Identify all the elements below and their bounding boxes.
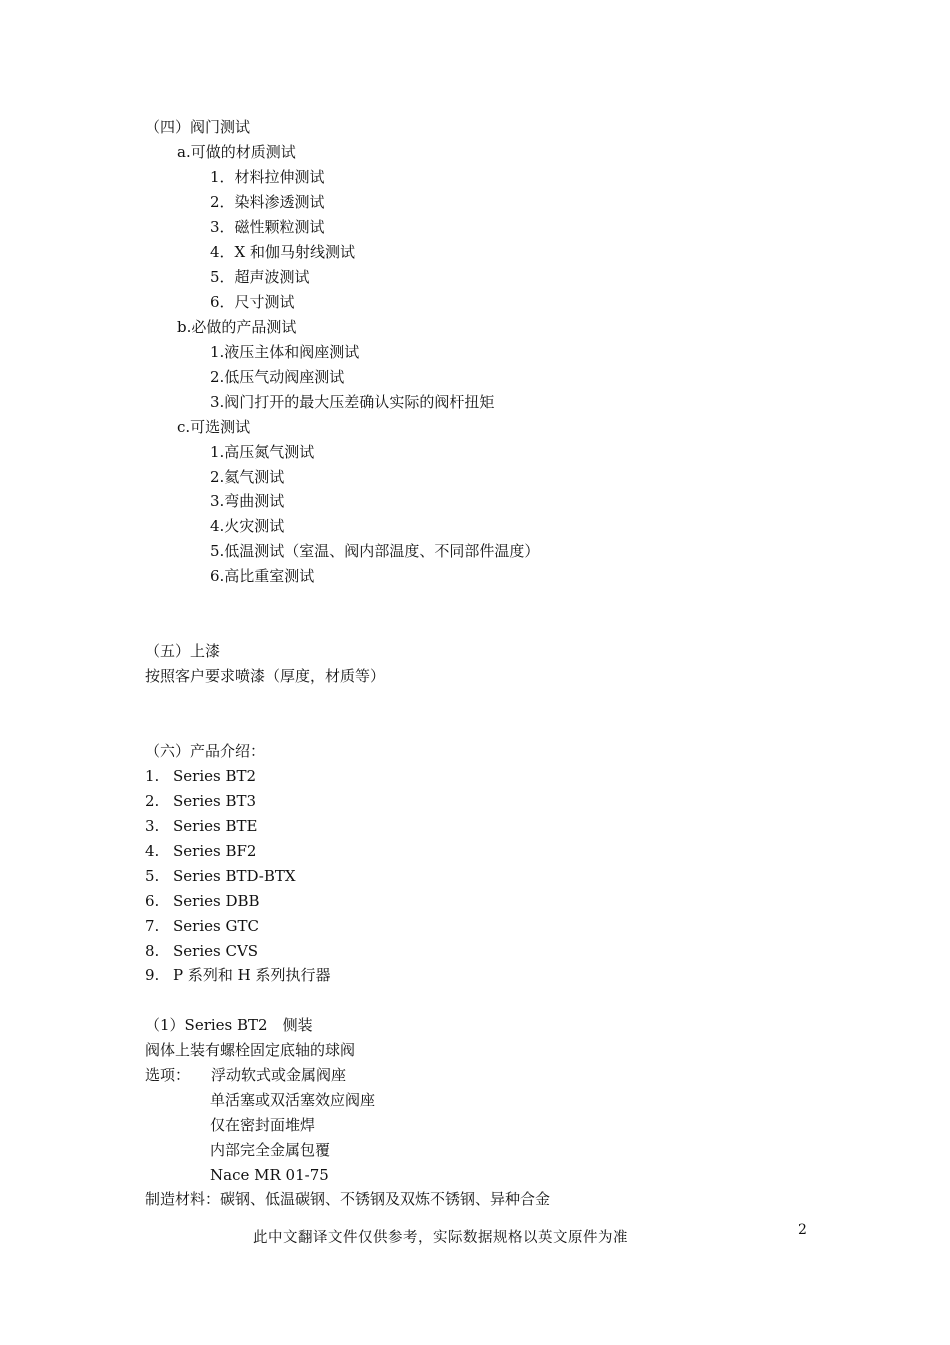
item-number: 8. [145,942,160,960]
list-item: 1．材料拉伸测试 [210,168,325,186]
item-text: Series CVS [173,942,259,960]
list-item [145,791,256,811]
option-item: 单活塞或双活塞效应阀座 [210,1091,376,1109]
list-item [145,965,330,985]
section5-title: （五）上漆 [145,642,221,660]
list-item [145,866,296,886]
page-number: 2 [798,1222,807,1238]
section4-title: （四）阀门测试 [145,118,251,136]
section5-body: 按照客户要求喷漆（厚度，材质等） [145,667,386,685]
item-text: Series BTD-BTX [173,867,296,885]
item-text: Series BT3 [173,792,257,810]
option-item: 仅在密封面堆焊 [210,1116,316,1134]
bt2-description: 阀体上装有螺栓固定底轴的球阀 [145,1041,356,1059]
list-item: 3.弯曲测试 [210,492,285,510]
item-number: 7. [145,917,160,935]
item-number: 4. [145,842,160,860]
list-item: 1.液压主体和阀座测试 [210,343,360,361]
item-text: Series GTC [173,917,259,935]
list-item: 2.低压气动阀座测试 [210,368,345,386]
list-item: 3.阀门打开的最大压差确认实际的阀杆扭矩 [210,393,495,411]
list-item: 5．超声波测试 [210,268,310,286]
option-item: Nace MR 01-75 [210,1166,329,1184]
list-item: 1.高压氮气测试 [210,443,315,461]
bt2-option-row [145,1065,346,1085]
item-text: P 系列和 H 系列执行器 [173,966,331,984]
section4-b-title: b.必做的产品测试 [177,318,297,336]
list-item: 2.氦气测试 [210,468,285,486]
item-text: Series DBB [173,892,260,910]
list-item: 2．染料渗透测试 [210,193,325,211]
list-item: 3．磁性颗粒测试 [210,218,325,236]
item-number: 9. [145,966,160,984]
section6-title: （六）产品介绍： [145,742,266,760]
options-label: 选项： [145,1066,191,1084]
list-item [145,891,260,911]
footer-note: 此中文翻译文件仅供参考，实际数据规格以英文原件为准 [253,1230,628,1246]
list-item: 5.低温测试（室温、阀内部温度、不同部件温度） [210,542,540,560]
list-item [145,941,258,961]
option-item: 内部完全金属包覆 [210,1141,331,1159]
item-number: 3. [145,817,160,835]
list-item [145,816,257,836]
list-item [145,916,259,936]
bt2-title: （1）Series BT2 侧装 [145,1016,313,1034]
bt2-materials: 制造材料：碳钢、低温碳钢、不锈钢及双炼不锈钢、异种合金 [145,1190,551,1208]
item-number: 2. [145,792,160,810]
item-text: Series BTE [173,817,258,835]
section4-a-title: a.可做的材质测试 [177,143,296,161]
item-number: 1. [145,767,160,785]
item-number: 5. [145,867,160,885]
item-number: 6. [145,892,160,910]
list-item: 4.火灾测试 [210,517,285,535]
item-text: Series BF2 [173,842,257,860]
option-item: 浮动软式或金属阀座 [211,1066,347,1084]
item-text: Series BT2 [173,767,257,785]
list-item: 6．尺寸测试 [210,293,295,311]
list-item [145,841,256,861]
list-item [145,766,256,786]
list-item: 6.高比重室测试 [210,567,315,585]
section4-c-title: c.可选测试 [177,418,251,436]
list-item: 4．X 和伽马射线测试 [210,243,355,261]
